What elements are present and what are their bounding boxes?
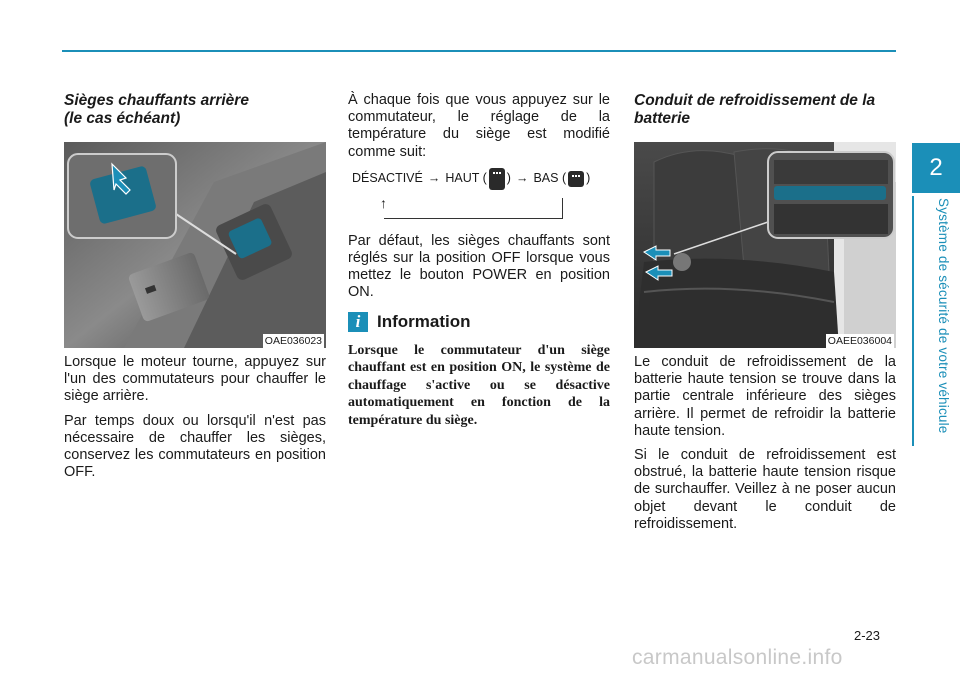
paragraph-default: Par défaut, les sièges chauffants sont réglés sur la position OFF lorsque vous mettez le bouton POWER en position ON. (348, 232, 610, 301)
section-heading-cooling-duct: Conduit de refroidissement de la batterie (634, 92, 876, 127)
paragraph: Si le conduit de refroidissement est obstrué, la batterie haute tension risque de surchauffer. Veillez à ne poser aucun objet devant le conduit de refroidissement. (634, 447, 896, 532)
column-rear-heated-seats (64, 92, 326, 488)
arrow-right-icon: → (427, 171, 441, 186)
figure-code: OAEE036004 (827, 335, 892, 347)
page-number: 2-23 (854, 628, 881, 643)
paragraph: Lorsque le moteur tourne, appuyez sur l'un des commutateurs pour chauffer le siège arrière. (64, 354, 326, 405)
chapter-title: Système de sécurité de votre véhicule (936, 198, 951, 434)
column-heat-settings (348, 92, 610, 429)
seat-heat-high-icon (489, 168, 505, 190)
seq-close: ) (506, 171, 511, 186)
paragraph: Par temps doux ou lorsqu'il n'est pas nécessaire de chauffer les sièges, conservez les commutateurs en position OFF. (64, 412, 326, 481)
watermark: carmanualsonline.info (632, 646, 843, 669)
arrow-right-icon: → (515, 171, 529, 186)
seq-close: ) (586, 171, 591, 186)
seq-low: BAS ( (533, 171, 567, 186)
figure-code: OAE036023 (264, 335, 322, 347)
section-heading-heated-seats (64, 92, 326, 128)
top-rule (62, 50, 896, 52)
info-box-header (348, 312, 610, 332)
heading-text: Sièges chauffants arrière (le cas échéant) (64, 92, 249, 127)
rear-seat-cooling-duct-illustration (634, 142, 896, 348)
info-body: Lorsque le commutateur d'un siège chauffant est en position ON, le système de chauffage s'active ou se désactive automatiquement en fonction de la température du siège. (348, 342, 610, 428)
info-title: Information (377, 312, 471, 332)
seq-high: HAUT ( (445, 171, 487, 186)
heated-seat-switch-illustration (64, 142, 326, 348)
seq-off: DÉSACTIVÉ (352, 171, 423, 186)
arrow-up-icon: ↑ (380, 194, 387, 211)
column-battery-cooling-duct (634, 92, 896, 540)
side-divider (912, 196, 914, 446)
figure-cooling-duct (634, 142, 896, 348)
chapter-tab[interactable]: 2 (912, 143, 960, 193)
figure-heated-seat-switch (64, 142, 326, 348)
paragraph-intro: À chaque fois que vous appuyez sur le commutateur, le réglage de la température du siège est modifié comme suit: (348, 92, 610, 160)
temperature-sequence (352, 168, 610, 190)
sequence-loop-arrow (380, 194, 563, 219)
information-icon: i (348, 312, 368, 332)
seat-heat-low-icon (568, 171, 584, 187)
paragraph: Le conduit de refroidissement de la batterie haute tension se trouve dans la partie centrale inférieure des sièges arrière. Il permet de refroidir la batterie haute tension. (634, 354, 896, 439)
